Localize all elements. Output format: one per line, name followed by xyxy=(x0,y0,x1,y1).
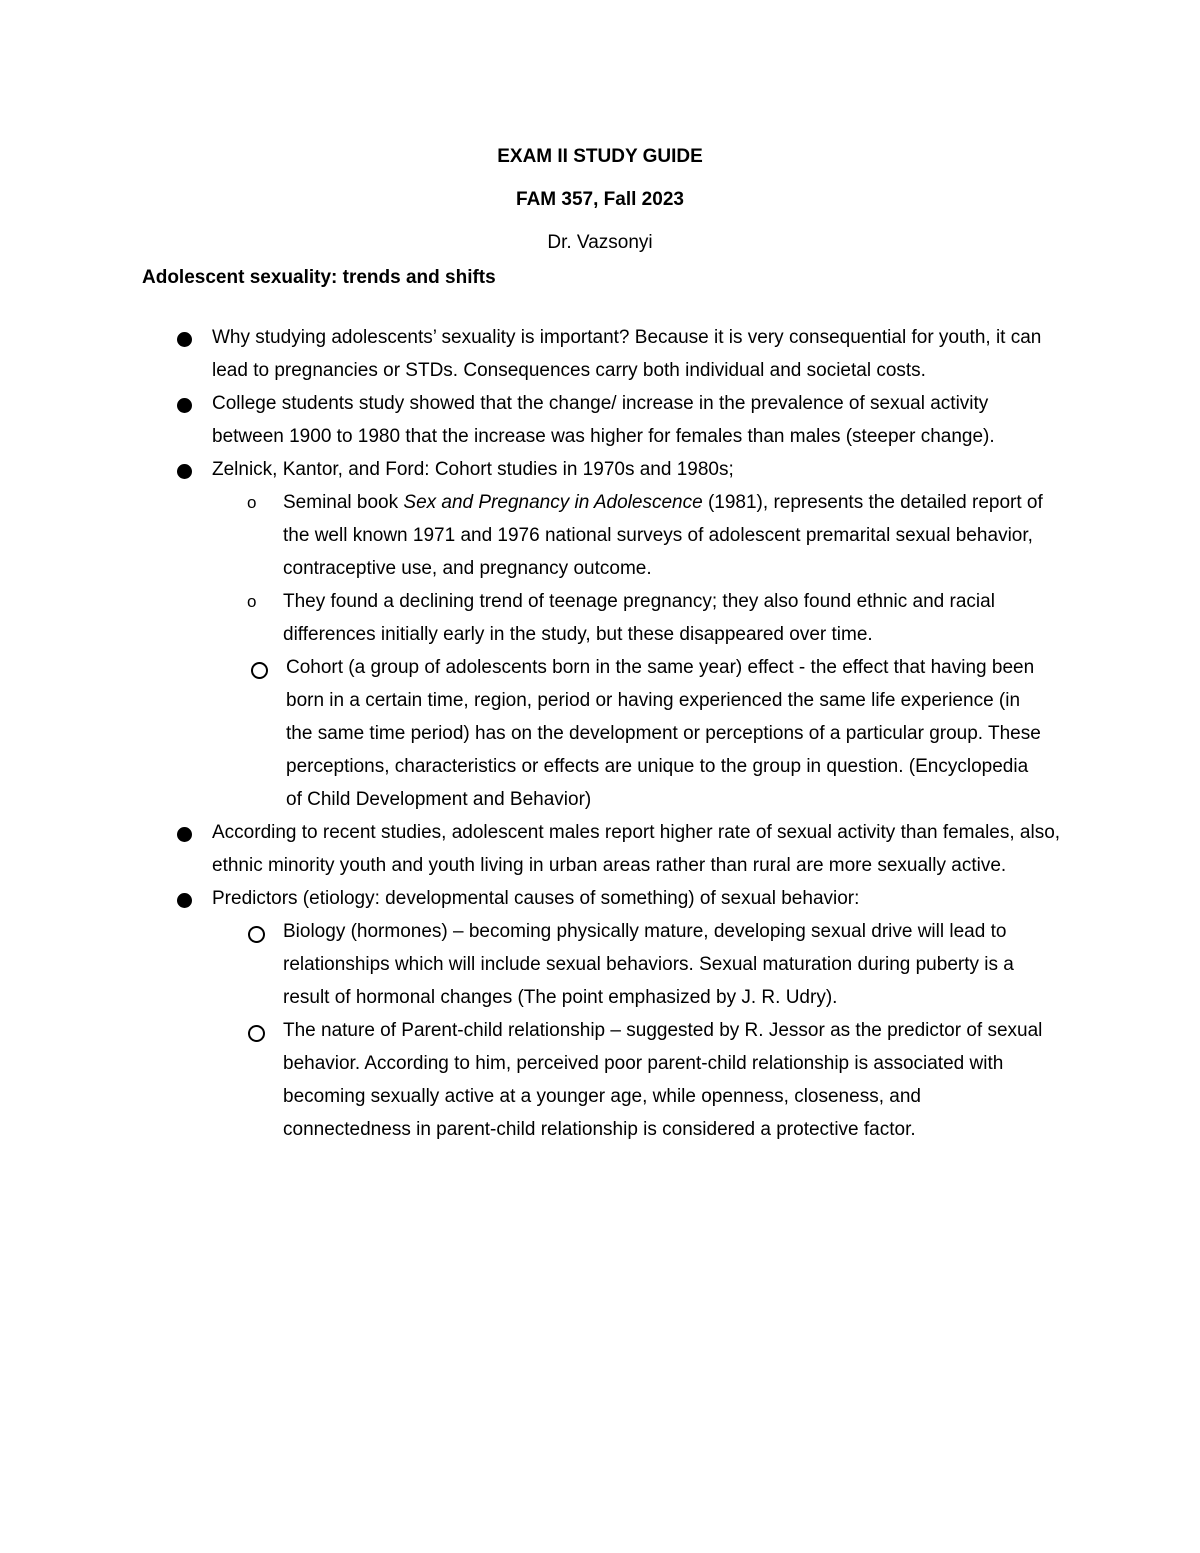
sub-item-text: Biology (hormones) – becoming physically mature, developing sexual drive will lead to relationships which will include sexual behaviors. Sexual maturation during puberty is a result of hormonal changes (The point emphasized by J. R. Udry). xyxy=(283,921,1014,1008)
sub-list-item xyxy=(283,1014,1043,1146)
document-title: EXAM II STUDY GUIDE xyxy=(497,146,703,167)
course-info: FAM 357, Fall 2023 xyxy=(516,189,684,210)
list-item-text: College students study showed that the change/ increase in the prevalence of sexual activity between 1900 to 1980 that the increase was higher for females than males (steeper change). xyxy=(212,393,995,447)
filled-bullet-icon xyxy=(177,464,192,479)
section-heading: Adolescent sexuality: trends and shifts xyxy=(142,267,496,288)
instructor-name: Dr. Vazsonyi xyxy=(547,232,653,253)
letter-o-bullet-icon: o xyxy=(247,493,257,512)
filled-bullet-icon xyxy=(177,893,192,908)
hollow-circle-bullet-icon xyxy=(251,662,268,679)
list-item xyxy=(212,387,1062,453)
sub-list-item xyxy=(247,486,1043,585)
sub-item-text: Cohort (a group of adolescents born in the same year) effect - the effect that having been born in a certain time, region, period or having experienced the same life experience (in the same time period) has on the development or perceptions of a particular group. These perceptions, characteristics or effects are unique to the group in question. (Encyclopedia of Child Development and Behavior) xyxy=(286,657,1041,810)
sub-item-text: The nature of Parent-child relationship – suggested by R. Jessor as the predictor of sexual behavior. According to him, perceived poor parent-child relationship is associated with becoming sexually active at a younger age, while openness, closeness, and connectedness in parent-child relationship is considered a protective factor. xyxy=(283,1020,1043,1140)
list-item xyxy=(212,453,1062,486)
list-item-text: Zelnick, Kantor, and Ford: Cohort studies in 1970s and 1980s; xyxy=(212,459,734,480)
sub-item-text-suffix: (1981), represents the detailed report of the well known 1971 and 1976 national surveys of adolescent premarital sexual behavior, contraceptive use, and pregnancy outcome. xyxy=(283,492,1043,579)
letter-o-bullet-icon: o xyxy=(247,592,257,611)
sub-list-item xyxy=(286,651,1046,816)
sub-item-text: They found a declining trend of teenage pregnancy; they also found ethnic and racial differences initially early in the study, but these disappeared over time. xyxy=(283,591,995,645)
list-item-text: According to recent studies, adolescent males report higher rate of sexual activity than females, also, ethnic minority youth and youth living in urban areas rather than rural are more sexually active. xyxy=(212,822,1061,876)
filled-bullet-icon xyxy=(177,398,192,413)
filled-bullet-icon xyxy=(177,827,192,842)
list-item xyxy=(212,882,1062,915)
hollow-circle-bullet-icon xyxy=(248,1025,265,1042)
list-item xyxy=(212,816,1062,882)
bullet-list xyxy=(0,321,1200,1146)
list-item xyxy=(212,321,1062,387)
document-header xyxy=(0,140,1200,269)
filled-bullet-icon xyxy=(177,332,192,347)
book-title: Sex and Pregnancy in Adolescence xyxy=(403,492,703,513)
sub-list-item xyxy=(283,915,1043,1014)
sub-item-text-prefix: Seminal book xyxy=(283,492,404,513)
list-item-text: Why studying adolescents’ sexuality is important? Because it is very consequential for youth, it can lead to pregnancies or STDs. Consequences carry both individual and societal costs. xyxy=(212,327,1042,381)
sub-list-item xyxy=(247,585,1043,651)
list-item-text: Predictors (etiology: developmental causes of something) of sexual behavior: xyxy=(212,888,860,909)
hollow-circle-bullet-icon xyxy=(248,926,265,943)
